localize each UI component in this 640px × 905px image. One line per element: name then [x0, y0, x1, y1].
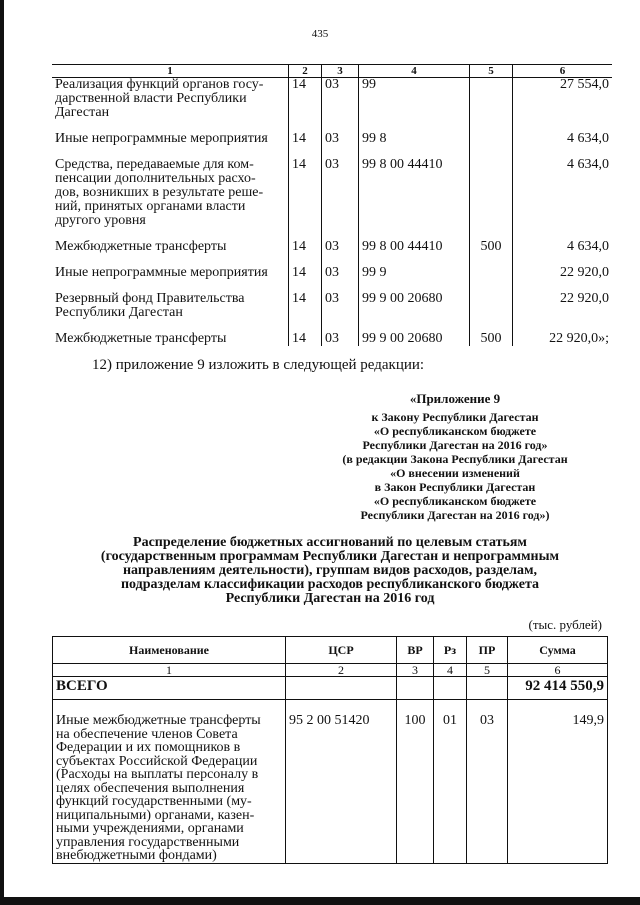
row-csr: 99 8 [359, 132, 470, 146]
row-csr: 99 [359, 78, 470, 121]
row-sum: 149,9 [508, 700, 608, 864]
row-name: Реализация функций органов госу- дарственной власти Республики Дагестан [55, 77, 264, 120]
row-pr: 03 [322, 292, 359, 320]
row-sum: 22 920,0 [513, 292, 613, 320]
col-number: 6 [508, 664, 608, 677]
col-number: 2 [286, 664, 397, 677]
row-sum: 22 920,0 [513, 266, 613, 280]
table-row [52, 240, 612, 254]
table-row [52, 332, 612, 346]
heading-line: подразделам классификации расходов республиканского бюджета [120, 577, 540, 592]
row-name: Иные непрограммные мероприятия [55, 131, 268, 146]
appendix-caption [320, 392, 590, 522]
row-pr: 03 [322, 78, 359, 121]
row-rz: 14 [289, 292, 322, 320]
row-name: Межбюджетные трансферты [55, 331, 227, 346]
scan-left-edge [0, 0, 4, 905]
row-vr: 500 [470, 240, 513, 254]
appendix-line: «О республиканском бюджете [373, 494, 537, 508]
row-rz: 14 [289, 266, 322, 280]
row-pr: 03 [322, 240, 359, 254]
total-label: ВСЕГО [53, 677, 286, 700]
col-header-rz: Рз [434, 637, 467, 664]
row-sum: 27 554,0 [513, 78, 613, 121]
table-row [53, 700, 608, 864]
col-header-sum: Сумма [508, 637, 608, 664]
total-sum: 92 414 550,9 [508, 677, 608, 700]
row-vr [470, 78, 513, 121]
appendix-line: «О внесении изменений [390, 466, 520, 480]
row-rz: 14 [289, 132, 322, 146]
table-row [52, 158, 612, 228]
row-csr: 99 9 00 20680 [359, 332, 470, 346]
row-rz: 14 [289, 332, 322, 346]
row-vr [470, 158, 513, 228]
col-number: 1 [53, 664, 286, 677]
col-header: 1 [52, 65, 289, 78]
col-header: 4 [359, 65, 470, 78]
appendix-line: к Закону Республики Дагестан [371, 410, 539, 424]
row-rz: 14 [289, 158, 322, 228]
row-rz: 14 [289, 78, 322, 121]
total-row [53, 677, 608, 700]
amendment-paragraph: 12) приложение 9 изложить в следующей редакции: [92, 357, 425, 373]
row-vr [470, 266, 513, 280]
row-vr [470, 292, 513, 320]
appendix-line: Республики Дагестан на 2016 год» [362, 438, 548, 452]
col-header-name: Наименование [53, 637, 286, 664]
row-name: Иные непрограммные мероприятия [55, 265, 268, 280]
row-name: Иные межбюджетные трансферты на обеспечение членов Совета Федерации и их помощников в субъектах Российской Федерации (Расходы на выплаты персоналу в целях обеспечения выполнения функций государственными (му- ниципальными) органами, казен- ными учреждениями, органами управления государственными внебюджетными фондами) [53, 700, 286, 864]
appendix-line: (в редакции Закона Республики Дагестан [342, 452, 568, 466]
appendix-line: в Закон Республики Дагестан [374, 480, 536, 494]
row-pr: 03 [322, 332, 359, 346]
table-row [52, 266, 612, 280]
col-number: 3 [397, 664, 434, 677]
row-rz: 01 [434, 700, 467, 864]
row-name: Средства, передаваемые для ком- пенсации дополнительных расхо- дов, возникших в результате реше- ний, принятых органами власти другого уровня [55, 157, 264, 228]
col-header: 6 [513, 65, 613, 78]
page-number: 435 [311, 28, 329, 40]
heading-line: Республики Дагестан на 2016 год [225, 591, 435, 606]
row-pr: 03 [322, 158, 359, 228]
row-csr: 95 2 00 51420 [286, 700, 397, 864]
col-header: 5 [470, 65, 513, 78]
appendix-title: «Приложение 9 [409, 391, 501, 406]
unit-label: (тыс. рублей) [528, 617, 602, 632]
heading-line: направлениям деятельности), группам видов расходов, разделам, [122, 563, 538, 578]
row-sum: 4 634,0 [513, 132, 613, 146]
col-header-vr: ВР [397, 637, 434, 664]
appendix-line: «О республиканском бюджете [373, 424, 537, 438]
row-sum: 22 920,0»; [513, 332, 613, 346]
row-pr: 03 [322, 132, 359, 146]
row-csr: 99 8 00 44410 [359, 240, 470, 254]
col-header-pr: ПР [467, 637, 508, 664]
col-header: 3 [322, 65, 359, 78]
row-vr: 100 [397, 700, 434, 864]
row-csr: 99 8 00 44410 [359, 158, 470, 228]
table-row [52, 292, 612, 320]
heading-line: Распределение бюджетных ассигнований по целевым статьям [133, 535, 527, 550]
table-header-numbers [53, 664, 608, 677]
row-vr: 500 [470, 332, 513, 346]
row-name: Резервный фонд Правительства Республики Дагестан [55, 291, 245, 320]
row-pr: 03 [467, 700, 508, 864]
budget-table-continued [52, 64, 612, 346]
row-vr [470, 132, 513, 146]
budget-distribution-table [52, 636, 608, 864]
table-row [52, 78, 612, 121]
appendix-line: Республики Дагестан на 2016 год») [360, 508, 550, 522]
row-csr: 99 9 00 20680 [359, 292, 470, 320]
row-sum: 4 634,0 [513, 158, 613, 228]
section-heading [60, 536, 600, 606]
col-number: 4 [434, 664, 467, 677]
table-header-row [52, 65, 612, 78]
scan-bottom-edge [0, 897, 640, 905]
row-rz: 14 [289, 240, 322, 254]
table-row [52, 132, 612, 146]
row-sum: 4 634,0 [513, 240, 613, 254]
col-header: 2 [289, 65, 322, 78]
row-pr: 03 [322, 266, 359, 280]
heading-line: (государственным программам Республики Дагестан и непрограммным [100, 549, 560, 564]
col-number: 5 [467, 664, 508, 677]
table-header-row [53, 637, 608, 664]
col-header-csr: ЦСР [286, 637, 397, 664]
row-name: Межбюджетные трансферты [55, 239, 227, 254]
row-csr: 99 9 [359, 266, 470, 280]
